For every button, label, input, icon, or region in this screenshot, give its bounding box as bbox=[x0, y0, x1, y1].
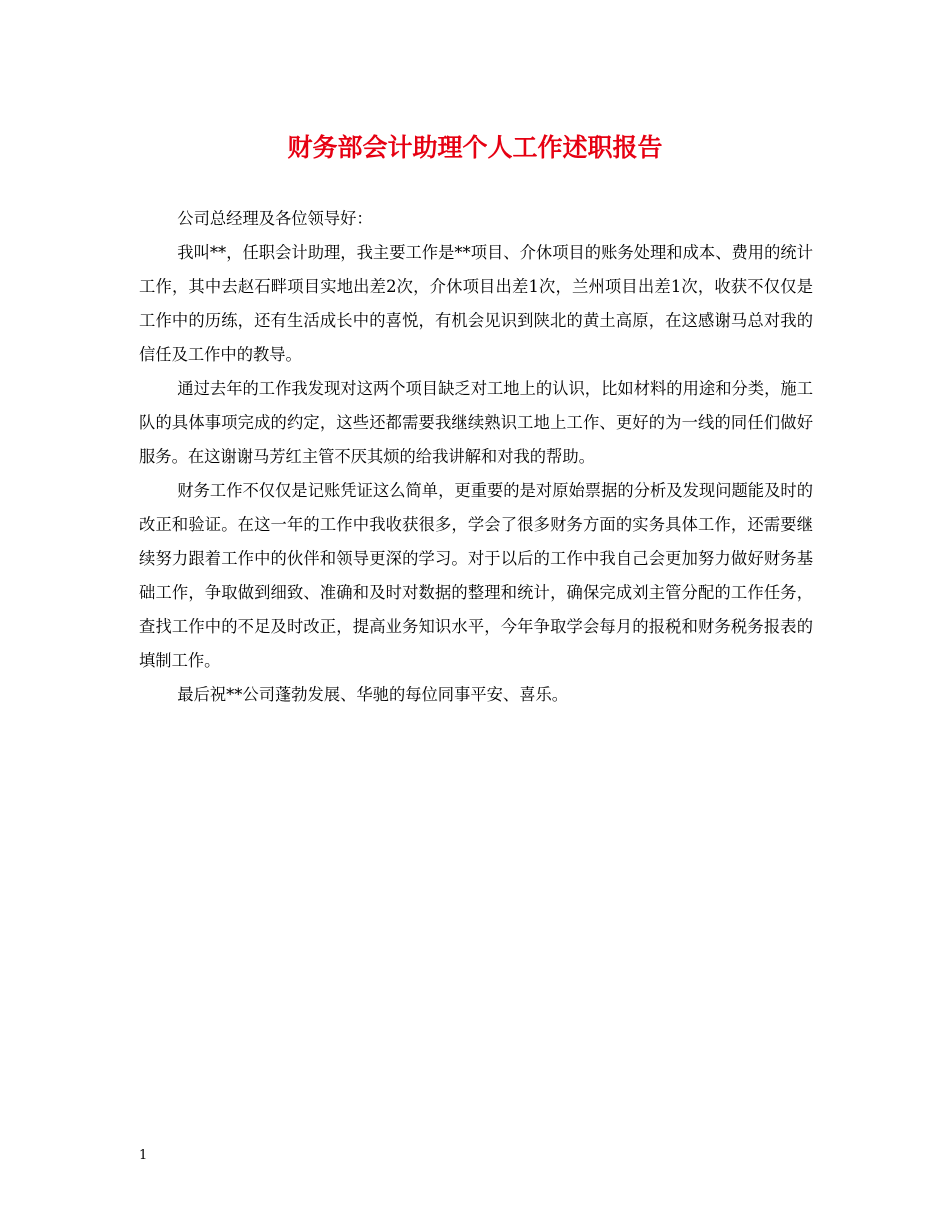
paragraph-work-summary: 财务工作不仅仅是记账凭证这么简单，更重要的是对原始票据的分析及发现问题能及时的改正和验证。在这一年的工作中我收获很多，学会了很多财务方面的实务具体工作，还需要继续努力跟着工作中的伙伴和领导更深的学习。对于以后的工作中我自己会更加努力做好财务基础工作，争取做到细致、准确和及时对数据的整理和统计，确保完成刘主管分配的工作任务，查找工作中的不足及时改正，提高业务知识水平，今年争取学会每月的报税和财务税务报表的填制工作。 bbox=[139, 481, 813, 670]
paragraph-introduction: 我叫**，任职会计助理，我主要工作是**项目、介休项目的账务处理和成本、费用的统计工作，其中去赵石畔项目实地出差2次，介休项目出差1次，兰州项目出差1次，收获不仅仅是工作中的历练，还有生活成长中的喜悦，有机会见识到陕北的黄土高原，在这感谢马总对我的信任及工作中的教导。 bbox=[139, 243, 813, 364]
document-title: 财务部会计助理个人工作述职报告 bbox=[287, 133, 663, 162]
page-number: 1 bbox=[139, 1148, 148, 1163]
document-body bbox=[139, 202, 813, 712]
paragraph-reflection: 通过去年的工作我发现对这两个项目缺乏对工地上的认识，比如材料的用途和分类，施工队的具体事项完成的约定，这些还都需要我继续熟识工地上工作、更好的为一线的同任们做好服务。在这谢谢马芳红主管不厌其烦的给我讲解和对我的帮助。 bbox=[139, 379, 813, 466]
paragraph-closing: 最后祝**公司蓬勃发展、华驰的每位同事平安、喜乐。 bbox=[177, 685, 569, 704]
paragraph-greeting: 公司总经理及各位领导好： bbox=[177, 209, 373, 228]
